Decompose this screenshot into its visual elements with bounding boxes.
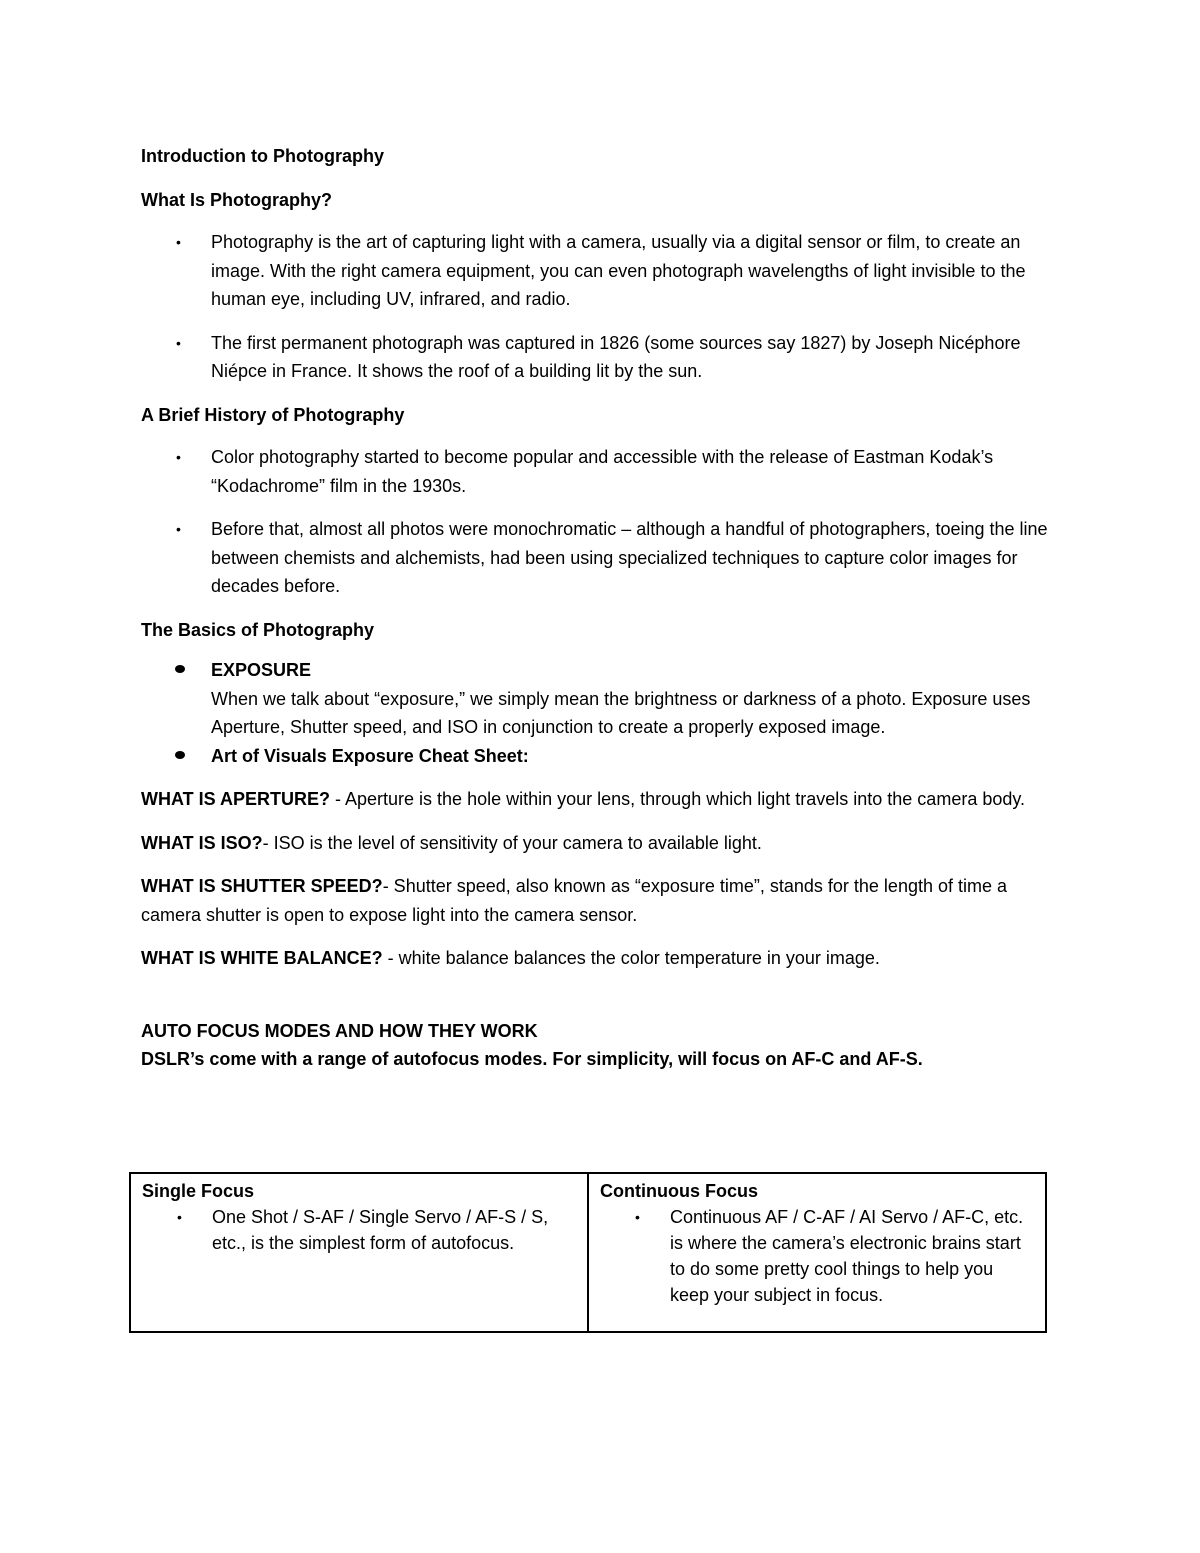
list-item-cheat-sheet <box>141 742 1061 771</box>
single-focus-title: Single Focus <box>142 1181 255 1201</box>
definition-aperture: WHAT IS APERTURE? - Aperture is the hole within your lens, through which light travels into the camera body. <box>141 789 1026 809</box>
definition-iso: WHAT IS ISO?- ISO is the level of sensitivity of your camera to available light. <box>141 832 762 853</box>
bullet-icon: • <box>635 1209 640 1225</box>
heading-what-is-photography: What Is Photography? <box>141 189 332 210</box>
exposure-text: When we talk about “exposure,” we simply mean the brightness or darkness of a photo. Exposure uses Aperture, Shutter speed, and ISO in conjunction to create a properly exposed image. <box>211 688 1031 737</box>
list-item: • Continuous AF / C-AF / AI Servo / AF-C, etc. is where the camera’s electronic brains start to do some pretty cool things to help you keep your subject in focus. <box>600 1204 1035 1308</box>
bullet-icon: • <box>176 521 181 537</box>
bullet-icon: • <box>176 334 181 351</box>
list-history <box>141 443 1061 601</box>
heading-basics: The Basics of Photography <box>141 619 375 640</box>
list-item: • One Shot / S-AF / Single Servo / AF-S / S, etc., is the simplest form of autofocus. <box>142 1204 577 1256</box>
cell-single-focus <box>130 1173 588 1332</box>
continuous-focus-title: Continuous Focus <box>600 1181 758 1201</box>
exposure-label: EXPOSURE <box>211 660 312 680</box>
round-bullet-icon <box>175 665 185 673</box>
bullet-icon: • <box>177 1209 182 1225</box>
spacer <box>141 973 1061 1017</box>
list-item: • Photography is the art of capturing light with a camera, usually via a digital sensor or film, to create an image. With the right camera equipment, you can even photograph wavelengths of light invisible to the human eye, including UV, infrared, and radio. <box>141 228 1061 314</box>
list-what-is-photography <box>141 228 1061 386</box>
list-item: • Before that, almost all photos were monochromatic – although a handful of photographers, toeing the line between chemists and alchemists, had been using specialized techniques to capture color images for decades before. <box>141 515 1061 601</box>
cell-continuous-focus <box>588 1173 1046 1332</box>
subheading-autofocus: DSLR’s come with a range of autofocus modes. For simplicity, will focus on AF-C and AF-S. <box>141 1049 923 1069</box>
bullet-icon: • <box>176 449 181 465</box>
cheat-sheet-label: Art of Visuals Exposure Cheat Sheet: <box>211 745 529 766</box>
heading-history: A Brief History of Photography <box>141 404 405 425</box>
document-body <box>141 142 1061 1074</box>
heading-autofocus: AUTO FOCUS MODES AND HOW THEY WORK <box>141 1020 538 1041</box>
definition-white-balance: WHAT IS WHITE BALANCE? - white balance balances the color temperature in your image. <box>141 948 880 968</box>
bullet-icon: • <box>176 234 181 250</box>
table-row <box>130 1173 1046 1332</box>
list-item-exposure <box>141 656 1061 742</box>
document-title: Introduction to Photography <box>141 146 384 166</box>
round-bullet-icon <box>175 751 185 759</box>
list-item: • The first permanent photograph was captured in 1826 (some sources say 1827) by Joseph Nicéphore Niépce in France. It shows the roof of a building lit by the sun. <box>141 329 1061 386</box>
list-basics <box>141 656 1061 770</box>
list-item: • Color photography started to become popular and accessible with the release of Eastman Kodak’s “Kodachrome” film in the 1930s. <box>141 443 1061 500</box>
definition-shutter-speed: WHAT IS SHUTTER SPEED?- Shutter speed, also known as “exposure time”, stands for the length of time a camera shutter is open to expose light into the camera sensor. <box>141 876 1008 925</box>
autofocus-table <box>129 1172 1047 1333</box>
